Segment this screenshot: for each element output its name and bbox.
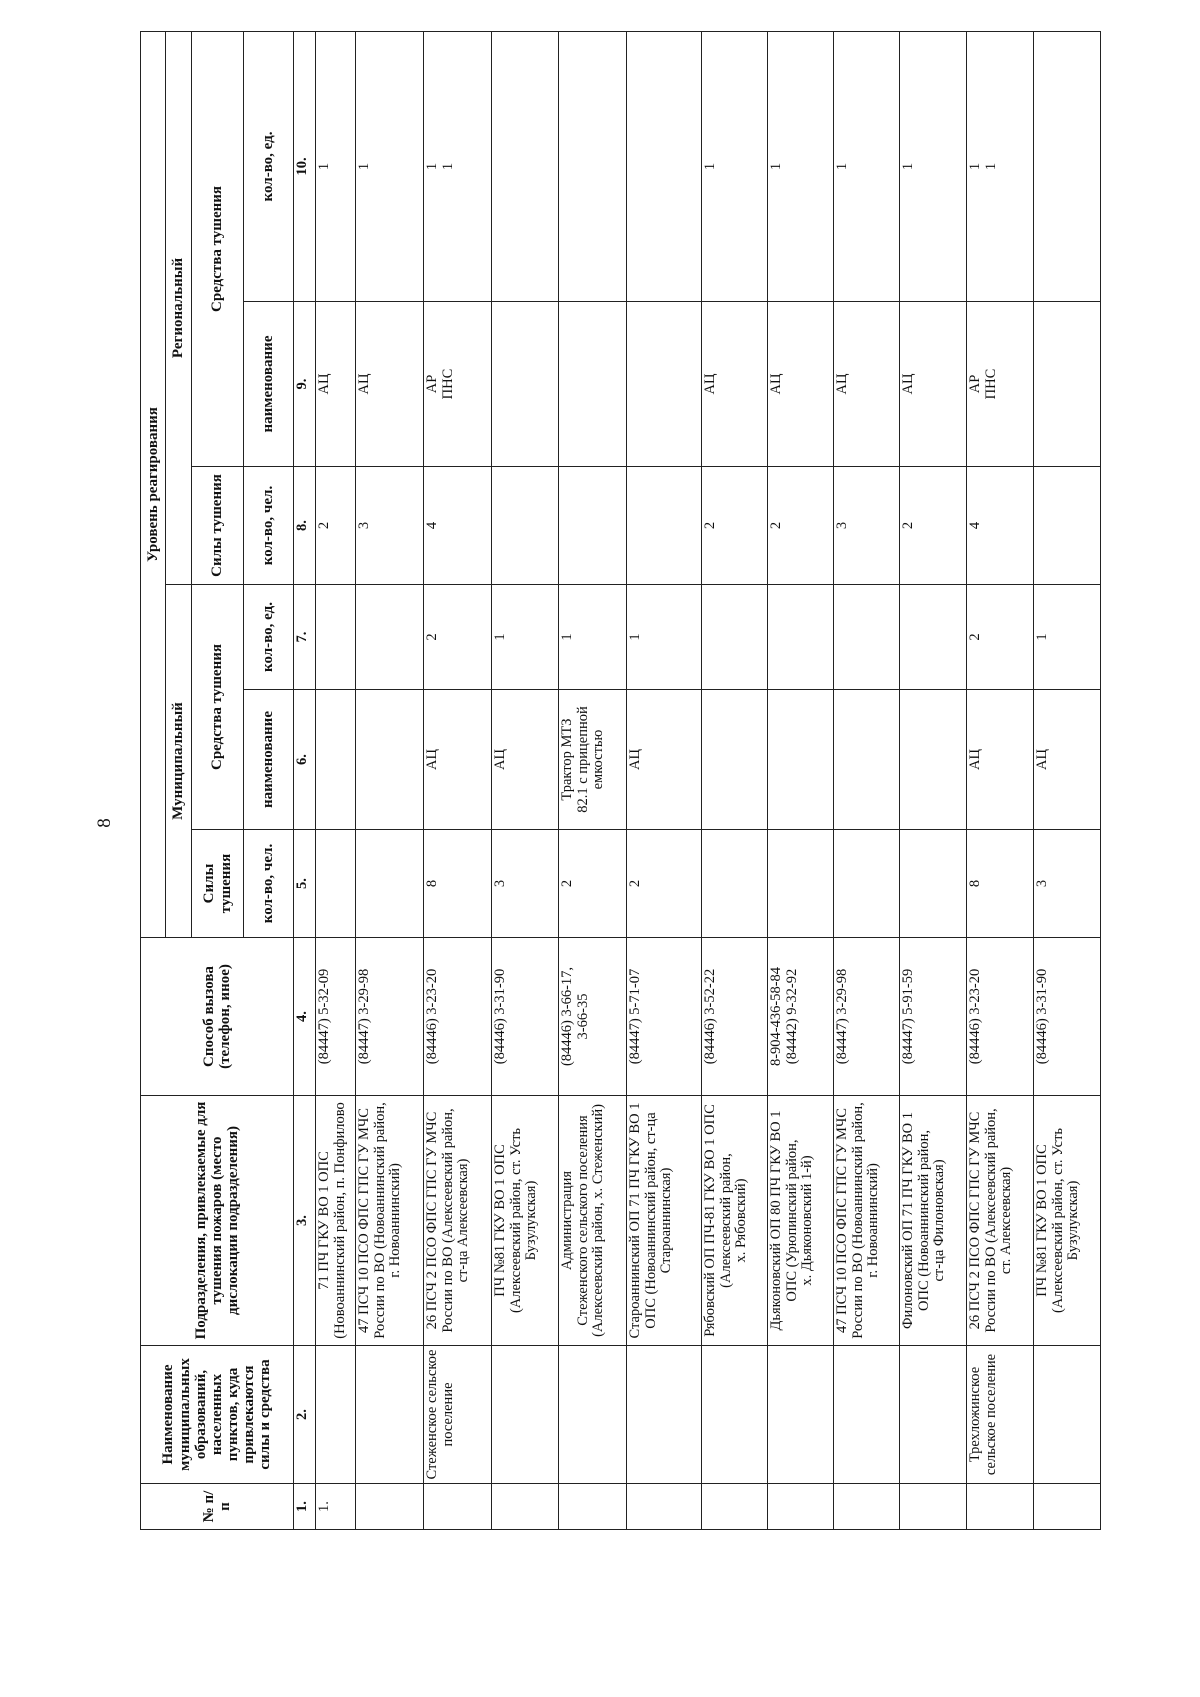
call-phone: (84447) 3-29-98 [834,938,900,1096]
municipal-means: АЦ [492,690,559,830]
row-num: 1. [316,1484,356,1530]
page-number: 8 [94,818,115,828]
row-num [1034,1484,1101,1530]
unit-name: Староаннинский ОП 71 ПЧ ГКУ ВО 1 ОПС (Новоаннинский район, ст-ца Староаннинская) [627,1096,702,1346]
settlement-name [702,1346,768,1484]
header-municipal: Муниципальный [166,585,192,938]
municipal-forces: 3 [1034,830,1101,938]
unit-name: 47 ПСЧ 10 ПСО ФПС ГПС ГУ МЧС России по ВО (Новоаннинский район, г. Новоаннинский) [356,1096,424,1346]
regional-means-qty [492,31,559,301]
municipal-means [702,690,768,830]
table-row [900,31,967,1529]
municipal-means: АЦ [967,690,1034,830]
municipal-forces: 2 [559,830,627,938]
regional-means-qty: 1 1 [424,31,492,301]
settlement-name: Трехложинское сельское поселение [967,1346,1034,1484]
row-num [702,1484,768,1530]
regional-forces: 3 [356,467,424,585]
unit-name: Рябовский ОП ПЧ-81 ГКУ ВО 1 ОПС (Алексеевский район, х. Рябовский) [702,1096,768,1346]
regional-means: АЦ [316,302,356,467]
municipal-means-qty [316,585,356,690]
table-body [316,31,1101,1529]
settlement-name [559,1346,627,1484]
municipal-means-qty [834,585,900,690]
column-numbers-row [294,31,316,1529]
regional-means-qty: 1 1 [967,31,1034,301]
municipal-means: Трактор МТЗ 82.1 с прицепной емкостью [559,690,627,830]
regional-forces [1034,467,1101,585]
regional-means-qty [1034,31,1101,301]
municipal-forces: 8 [424,830,492,938]
municipal-means-qty [900,585,967,690]
regional-forces [627,467,702,585]
table-row [316,31,356,1529]
col-number: 3. [294,1096,316,1346]
municipal-means: АЦ [424,690,492,830]
call-phone: (84447) 3-29-98 [356,938,424,1096]
regional-means: АЦ [702,302,768,467]
settlement-name [900,1346,967,1484]
call-phone: (84446) 3-23-20 [967,938,1034,1096]
call-phone: (84447) 5-91-59 [900,938,967,1096]
unit-name: 71 ПЧ ГКУ ВО 1 ОПС (Новоаннинский район, п. Понфилово [316,1096,356,1346]
settlement-name [1034,1346,1101,1484]
col-number: 6. [294,690,316,830]
header-regional: Региональный [166,31,192,584]
regional-forces [559,467,627,585]
municipal-forces: 3 [492,830,559,938]
regional-means-qty [559,31,627,301]
unit-name: Администрация Стеженского сельского поселения (Алексеевский район, х. Стеженский) [559,1096,627,1346]
header-m-forces: Силы тушения [192,830,244,938]
municipal-forces: 8 [967,830,1034,938]
fire-response-table [140,31,1101,1530]
call-phone: (84446) 3-66-17, 3-66-35 [559,938,627,1096]
municipal-means-qty: 2 [967,585,1034,690]
municipal-forces [356,830,424,938]
row-num [900,1484,967,1530]
call-phone: (84446) 3-31-90 [1034,938,1101,1096]
regional-means [1034,302,1101,467]
regional-means [492,302,559,467]
header-num: № п/п [141,1484,294,1530]
regional-means [559,302,627,467]
regional-forces: 4 [424,467,492,585]
regional-means: АЦ [356,302,424,467]
regional-means: АЦ [900,302,967,467]
settlement-name [492,1346,559,1484]
unit-name: 26 ПСЧ 2 ПСО ФПС ГПС ГУ МЧС России по ВО (Алексеевский район, ст. Алексеевская) [967,1096,1034,1346]
table-row [768,31,834,1529]
settlement-name [768,1346,834,1484]
col-number: 1. [294,1484,316,1530]
regional-means-qty: 1 [316,31,356,301]
municipal-means [834,690,900,830]
col-number: 4. [294,938,316,1096]
row-num [424,1484,492,1530]
unit-name: Филоновский ОП 71 ПЧ ГКУ ВО 1 ОПС (Новоаннинский район, ст-ца Филоновская) [900,1096,967,1346]
header-r-means: Средства тушения [192,31,244,466]
header-m-means: Средства тушения [192,585,244,830]
municipal-means-qty: 2 [424,585,492,690]
table-row [967,31,1034,1529]
municipal-means-qty: 1 [627,585,702,690]
municipal-means-qty [768,585,834,690]
regional-means-qty: 1 [356,31,424,301]
unit-name: 26 ПСЧ 2 ПСО ФПС ГПС ГУ МЧС России по ВО (Алексеевский район, ст-ца Алексеевская) [424,1096,492,1346]
municipal-forces [702,830,768,938]
municipal-means: АЦ [1034,690,1101,830]
regional-means: АЦ [834,302,900,467]
col-number: 8. [294,467,316,585]
regional-means: АР ПНС [967,302,1034,467]
settlement-name: Стеженское сельское поселение [424,1346,492,1484]
header-r-name: наименование [244,302,294,467]
header-r-forces: Силы тушения [192,467,244,585]
municipal-forces [316,830,356,938]
municipal-forces [900,830,967,938]
regional-forces: 2 [702,467,768,585]
header-settlement: Наименование муниципальных образований, населенных пунктов, куда привлекаются силы и средства [141,1346,294,1484]
table-row [356,31,424,1529]
col-number: 5. [294,830,316,938]
regional-means-qty: 1 [768,31,834,301]
regional-forces: 2 [900,467,967,585]
unit-name: 47 ПСЧ 10 ПСО ФПС ГПС ГУ МЧС России по ВО (Новоаннинский район, г. Новоаннинский) [834,1096,900,1346]
header-m-name: наименование [244,690,294,830]
municipal-means-qty: 1 [559,585,627,690]
row-num [967,1484,1034,1530]
regional-forces: 4 [967,467,1034,585]
municipal-forces [834,830,900,938]
municipal-means [900,690,967,830]
col-number: 7. [294,585,316,690]
table-row [627,31,702,1529]
col-number: 2. [294,1346,316,1484]
regional-means-qty: 1 [834,31,900,301]
municipal-forces [768,830,834,938]
regional-means [627,302,702,467]
settlement-name [356,1346,424,1484]
settlement-name [627,1346,702,1484]
regional-means: АР ПНС [424,302,492,467]
table-row [559,31,627,1529]
header-m-qty-people: кол-во, чел. [244,830,294,938]
municipal-means [356,690,424,830]
row-num [627,1484,702,1530]
unit-name: ПЧ №81 ГКУ ВО 1 ОПС (Алексеевский район, ст. Усть Бузулукская) [492,1096,559,1346]
regional-means: АЦ [768,302,834,467]
call-phone: 8-904-436-58-84 (84442) 9-32-92 [768,938,834,1096]
header-r-qty-people: кол-во, чел. [244,467,294,585]
municipal-means-qty: 1 [492,585,559,690]
regional-forces: 3 [834,467,900,585]
table-row [1034,31,1101,1529]
rotated-table-container [140,32,1095,1530]
table-row [702,31,768,1529]
unit-name: ПЧ №81 ГКУ ВО 1 ОПС (Алексеевский район, ст. Усть Бузулукская) [1034,1096,1101,1346]
call-phone: (84446) 3-31-90 [492,938,559,1096]
header-r-qty-units: кол-во, ед. [244,31,294,301]
header-unit: Подразделения, привлекаемые для тушения пожаров (место дислокации подразделения) [141,1096,294,1346]
unit-name: Дьяконовский ОП 80 ПЧ ГКУ ВО 1 ОПС (Урюпинский район, х. Дьяконовский 1-й) [768,1096,834,1346]
header-m-qty-units: кол-во, ед. [244,585,294,690]
municipal-means [768,690,834,830]
municipal-means-qty [702,585,768,690]
municipal-means [316,690,356,830]
settlement-name [316,1346,356,1484]
call-phone: (84447) 5-71-07 [627,938,702,1096]
row-num [768,1484,834,1530]
row-num [492,1484,559,1530]
call-phone: (84447) 5-32-09 [316,938,356,1096]
table-row [492,31,559,1529]
municipal-means-qty: 1 [1034,585,1101,690]
col-number: 10. [294,31,316,301]
row-num [356,1484,424,1530]
regional-means-qty: 1 [702,31,768,301]
regional-forces: 2 [768,467,834,585]
header-response-level: Уровень реагирования [141,31,166,937]
table-row [424,31,492,1529]
regional-forces [492,467,559,585]
row-num [834,1484,900,1530]
call-phone: (84446) 3-52-22 [702,938,768,1096]
call-phone: (84446) 3-23-20 [424,938,492,1096]
col-number: 9. [294,302,316,467]
table-row [834,31,900,1529]
regional-forces: 2 [316,467,356,585]
settlement-name [834,1346,900,1484]
regional-means-qty: 1 [900,31,967,301]
municipal-means: АЦ [627,690,702,830]
regional-means-qty [627,31,702,301]
municipal-forces: 2 [627,830,702,938]
row-num [559,1484,627,1530]
municipal-means-qty [356,585,424,690]
header-call-method: Способ вызова (телефон, иное) [141,938,294,1096]
